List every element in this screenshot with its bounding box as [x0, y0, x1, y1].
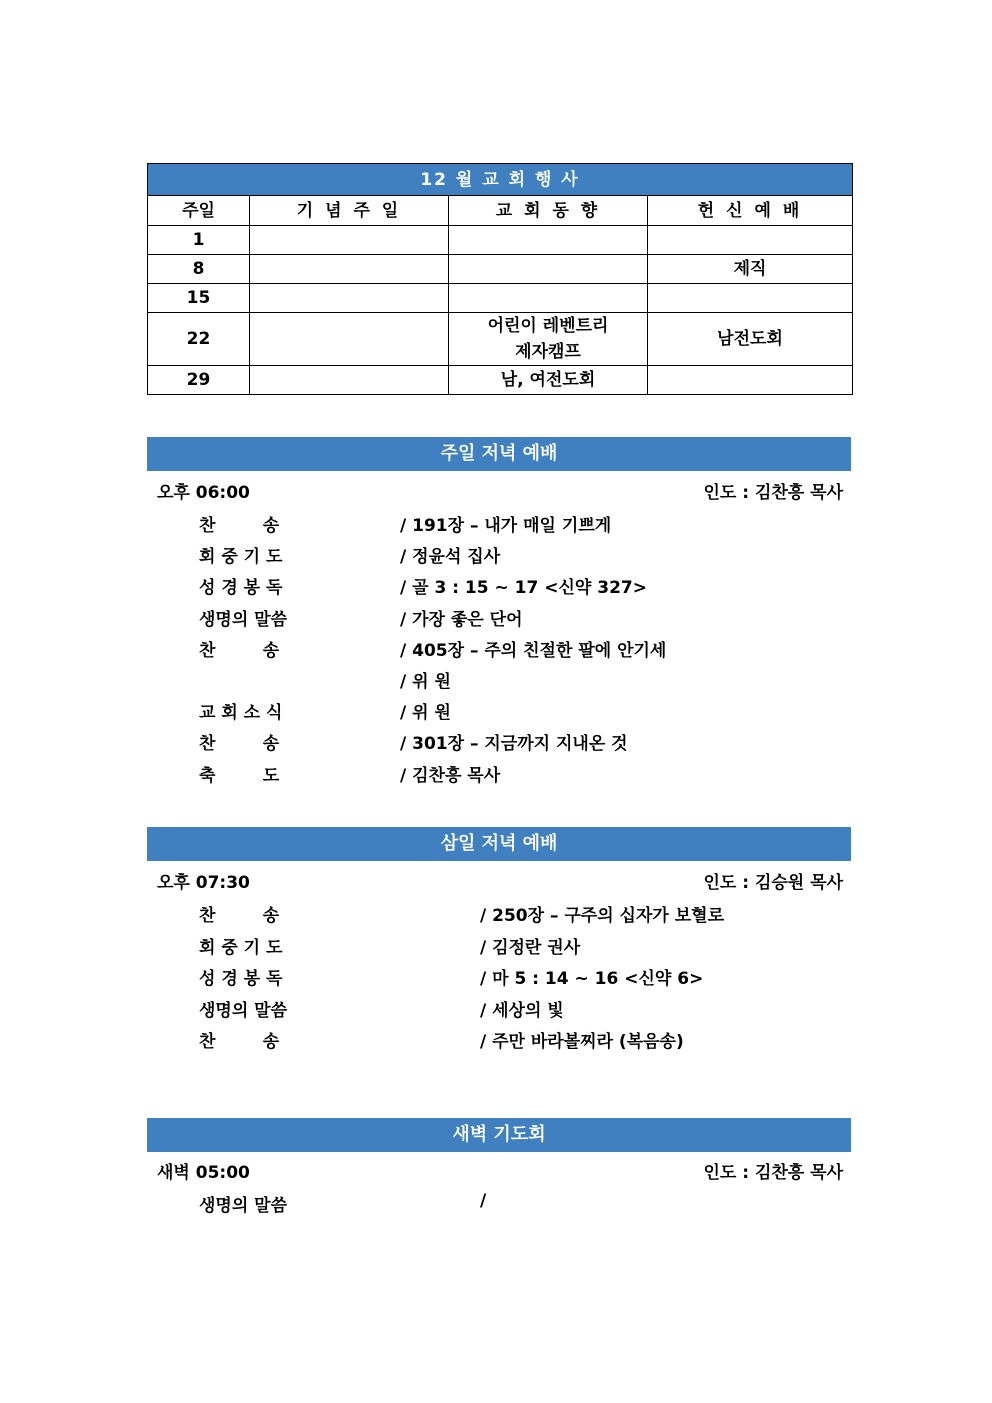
order-label: 회 중 기 도: [199, 938, 283, 958]
order-value: / 주만 바라볼찌라 (복음송): [480, 1032, 684, 1052]
cell-week: 29: [148, 366, 250, 395]
events-title: 12 월 교 회 행 사: [148, 164, 853, 196]
cell-week: 15: [148, 284, 250, 313]
cell-memorial: [250, 313, 449, 366]
cell-trend: [449, 284, 648, 313]
cell-memorial: [250, 226, 449, 255]
header-dedication: 헌 신 예 배: [648, 196, 853, 226]
cell-week: 8: [148, 255, 250, 284]
order-label: 성 경 봉 독: [199, 969, 283, 989]
cell-dedication: [648, 284, 853, 313]
order-value: / 250장 – 구주의 십자가 보혈로: [480, 906, 725, 926]
sunday-service-meta: [157, 478, 843, 502]
table-row: [148, 284, 853, 313]
cell-trend: [449, 255, 648, 284]
dawn-prayer-title: 새벽 기도회: [147, 1118, 851, 1152]
order-label: 성 경 봉 독: [199, 578, 283, 598]
table-row: [148, 313, 853, 366]
cell-dedication: [648, 226, 853, 255]
order-label: 회 중 기 도: [199, 547, 283, 567]
cell-trend: 남, 여전도회: [449, 366, 648, 395]
wednesday-service-time: 오후 07:30: [157, 873, 250, 893]
cell-trend: [449, 226, 648, 255]
order-value: / 191장 – 내가 매일 기쁘게: [400, 516, 612, 536]
header-week: 주일: [148, 196, 250, 226]
order-label: 교 회 소 식: [199, 703, 283, 723]
table-header-row: [148, 196, 853, 226]
order-value: / 위 원: [400, 703, 451, 723]
order-value: / 마 5 : 14 ~ 16 <신약 6>: [480, 969, 704, 989]
cell-memorial: [250, 366, 449, 395]
cell-trend-line-1: 어린이 레벤트리: [487, 316, 609, 336]
table-row: [148, 255, 853, 284]
header-trend: 교 회 동 향: [449, 196, 648, 226]
cell-memorial: [250, 284, 449, 313]
order-value: / 골 3 : 15 ~ 17 <신약 327>: [400, 578, 647, 598]
order-value: / 김정란 권사: [480, 938, 581, 958]
order-value: / 정윤석 집사: [400, 547, 501, 567]
order-value: /: [480, 1191, 487, 1211]
cell-dedication: [648, 366, 853, 395]
order-value: / 위 원: [400, 672, 451, 692]
cell-memorial: [250, 255, 449, 284]
order-label: 축 도: [199, 766, 280, 786]
order-label: 찬 송: [199, 516, 280, 536]
order-value: / 김찬흥 목사: [400, 766, 501, 786]
cell-dedication: 제직: [648, 255, 853, 284]
sunday-service-time: 오후 06:00: [157, 483, 250, 503]
cell-week: 22: [148, 313, 250, 366]
order-label: 찬 송: [199, 1032, 280, 1052]
order-value: / 301장 – 지금까지 지내온 것: [400, 734, 628, 754]
order-label: 찬 송: [199, 906, 280, 926]
wednesday-service-meta: [157, 868, 843, 892]
sunday-service-leader: 인도 : 김찬흥 목사: [703, 483, 843, 503]
cell-trend: [449, 313, 648, 366]
order-label: 생명의 말씀: [199, 1196, 288, 1216]
order-label: 생명의 말씀: [199, 1001, 288, 1021]
order-value: / 가장 좋은 단어: [400, 610, 523, 630]
order-value: / 세상의 빛: [480, 1001, 564, 1021]
events-table: [147, 163, 853, 395]
table-row: [148, 226, 853, 255]
order-label: 찬 송: [199, 641, 280, 661]
sunday-service-title: 주일 저녁 예배: [147, 437, 851, 471]
header-memorial: 기 념 주 일: [250, 196, 449, 226]
wednesday-service-title: 삼일 저녁 예배: [147, 827, 851, 861]
order-label: 생명의 말씀: [199, 610, 288, 630]
dawn-prayer-time: 새벽 05:00: [157, 1163, 250, 1183]
cell-trend-line-2: 제자캠프: [515, 342, 581, 362]
cell-week: 1: [148, 226, 250, 255]
table-row: [148, 366, 853, 395]
dawn-prayer-leader: 인도 : 김찬흥 목사: [703, 1163, 843, 1183]
order-label: 찬 송: [199, 734, 280, 754]
wednesday-service-leader: 인도 : 김승원 목사: [703, 873, 843, 893]
cell-dedication: 남전도회: [648, 313, 853, 366]
dawn-prayer-meta: [157, 1158, 843, 1182]
order-value: / 405장 – 주의 친절한 팔에 안기세: [400, 641, 667, 661]
